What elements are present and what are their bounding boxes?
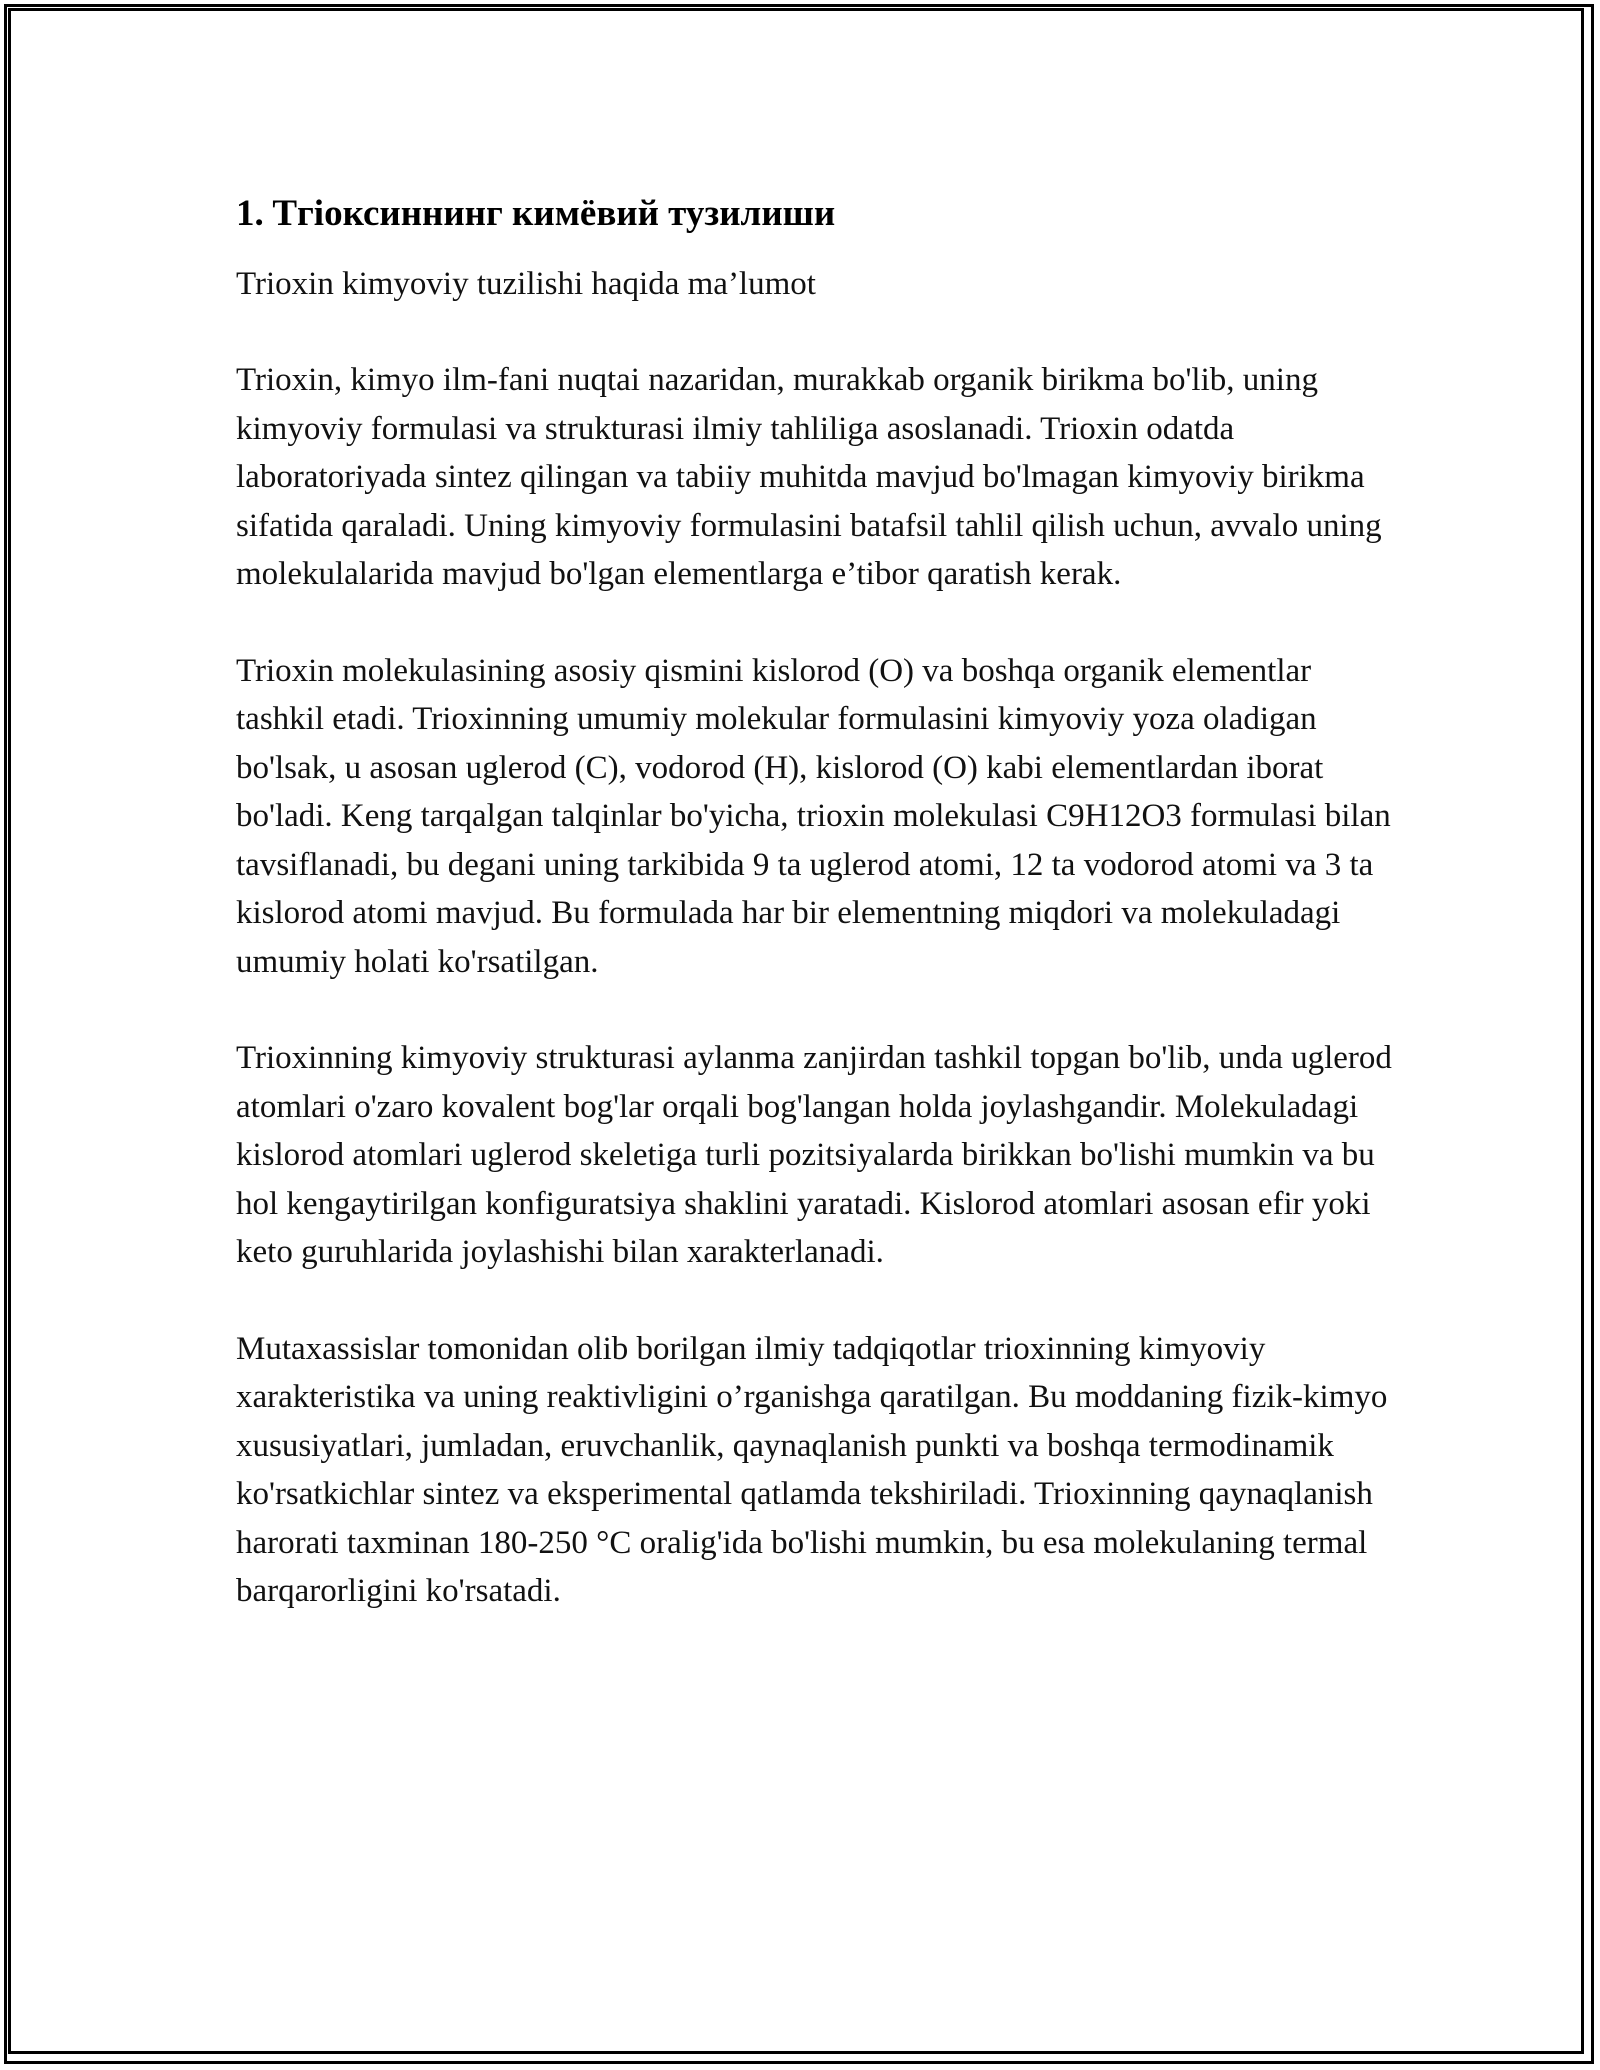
paragraph-2: Trioxin molekulasining asosiy qismini kislorod (O) va boshqa organik elementlar tashkil etadi. Trioxinning umumiy molekular formulasini kimyoviy yoza oladigan bo'lsak, u asosan uglerod (C), vodorod (H), kislorod (O) kabi elementlardan iborat bo'ladi. Keng tarqalgan talqinlar bo'yicha, trioxin molekulasi C9H12O3 formulasi bilan tavsiflanadi, bu degani uning tarkibida 9 ta uglerod atomi, 12 ta vodorod atomi va 3 ta kislorod atomi mavjud. Bu formulada har bir elementning miqdori va molekuladagi umumiy holati ko'rsatilgan.	[236, 652, 1391, 980]
paragraph-3: Trioxinning kimyoviy strukturasi aylanma zanjirdan tashkil topgan bo'lib, unda uglerod atomlari o'zaro kovalent bog'lar orqali bog'langan holda joylashgandir. Molekuladagi kislorod atomlari uglerod skeletiga turli pozitsiyalarda birikkan bo'lishi mumkin va bu hol kengaytirilgan konfiguratsiya shaklini yaratadi. Kislorod atomlari asosan efir yoki keto guruhlarida joylashishi bilan xarakterlanadi.	[236, 1040, 1392, 1270]
section-subtitle: Trioxin kimyoviy tuzilishi haqida ma’lumot	[236, 266, 816, 302]
document-body	[236, 186, 1396, 1664]
paragraph-4: Mutaxassislar tomonidan olib borilgan ilmiy tadqiqotlar trioxinning kimyoviy xarakteristika va uning reaktivligini o’rganishga qaratilgan. Bu moddaning fizik-kimyo xususiyatlari, jumladan, eruvchanlik, qaynaqlanish punkti va boshqa termodinamik ko'rsatkichlar sintez va eksperimental qatlamda tekshiriladi. Trioxinning qaynaqlanish harorati taxminan 180-250 °C oralig'ida bo'lishi mumkin, bu esa molekulaning termal barqarorligini ko'rsatadi.	[236, 1330, 1388, 1609]
section-heading: 1. Tгіоксиннинг кимёвий тузилиши	[236, 193, 836, 234]
paragraph-1: Trioxin, kimyo ilm-fani nuqtai nazaridan, murakkab organik birikma bo'lib, uning kimyoviy formulasi va strukturasi ilmiy tahliliga asoslanadi. Trioxin odatda laboratoriyada sintez qilingan va tabiiy muhitda mavjud bo'lmagan kimyoviy birikma sifatida qaraladi. Uning kimyoviy formulasini batafsil tahlil qilish uchun, avvalo uning molekulalarida mavjud bo'lgan elementlarga e’tibor qaratish kerak.	[236, 362, 1382, 592]
